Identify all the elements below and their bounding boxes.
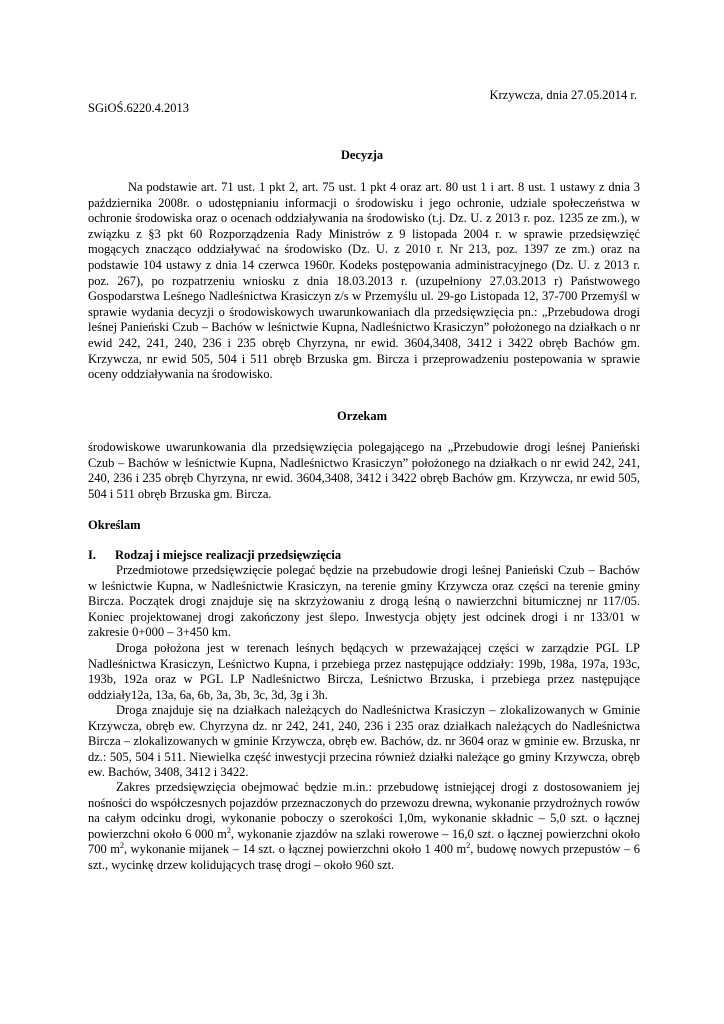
section-title: Rodzaj i miejsce realizacji przedsięwzięcia [115, 548, 342, 562]
scope-paragraph [88, 780, 640, 874]
document-date: Krzywcza, dnia 27.05.2014 r. [489, 88, 637, 102]
scope-text-part-4: , budowę nowych przepustów – 6 szt., wycinkę drzew kolidujących trasę drogi – około 960 szt. [88, 842, 640, 872]
scope-text-part-1: Zakres przedsięwzięcia obejmować będzie m.in.: przebudowę istniejącej drogi z dostosowaniem jej nośności do współczesnych pojazdów przeznaczonych do przewozu drewna, wykonanie przydrożnych rowów na całym odcinku drogi, wykonanie poboczy o szerokości 1,0m, wykonanie składnic – 5,0 szt. o łącznej powierzchni około 6 000 m [88, 780, 640, 841]
case-reference-number: SGiOŚ.6220.4.2013 [88, 101, 190, 115]
ruling-paragraph: środowiskowe uwarunkowania dla przedsięwzięcia polegającego na „Przebudowie drogi leśnej Panieński Czub – Bachów w leśnictwie Kupna, Nadleśnictwo Krasiczyn” położonego na działkach o nr ewid 242, 241, 240, 236 i 235 obręb Chyrzyna, nr ewid. 3604,3408, 3412 i 3422 obręb Bachów gm. Krzywcza, nr ewid 505, 504 i 511 obręb Brzuska gm. Bircza. [88, 440, 640, 501]
section-number: I. [88, 548, 96, 562]
legal-basis-paragraph: Na podstawie art. 71 ust. 1 pkt 2, art. 75 ust. 1 pkt 4 oraz art. 80 ust 1 i art. 8 ust. 1 ustawy z dnia 3 października 2008r. o udostępnianiu informacji o środowisku i jego ochronie, udziale społeczeństwa w ochronie środowiska oraz o ocenach oddziaływania na środowisko (t.j. Dz. U. z 2013 r. poz. 1235 ze zm.), w związku z §3 pkt 60 Rozporządzenia Rady Ministrów z 9 listopada 2004 r. w sprawie przedsięwzięć mogących znacząco oddziaływać na środowisko (Dz. U. z 2010 r. Nr 213, poz. 1397 ze zm.) oraz na podstawie 104 ustawy z dnia 14 czerwca 1960r. Kodeks postępowania administracyjnego (Dz. U. z 2013 r. poz. 267), po rozpatrzeniu wniosku z dnia 18.03.2013 r. (uzupełniony 27.03.2013 r) Państwowego Gospodarstwa Leśnego Nadleśnictwa Krasiczyn z/s w Przemyślu ul. 29-go Listopada 12, 37-700 Przemyśl w sprawie wydania decyzji o środowiskowych uwarunkowaniach dla przedsięwzięcia pn.: „Przebudowa drogi leśnej Panieński Czub – Bachów w leśnictwie Kupna, Nadleśnictwo Krasiczyn” położonego na działkach o nr ewid 242, 241, 240, 236 i 235 obręb Chyrzyna, nr ewid. 3604,3408, 3412 i 3422 obręb Bachów gm. Krzywcza, nr ewid 505, 504 i 511 obręb Brzuska gm. Bircza i przeprowadzeniu postepowania w sprawie oceny oddziaływania na środowisko. [88, 180, 640, 382]
section-heading [88, 548, 341, 564]
plots-paragraph: Droga znajduje się na działkach należących do Nadleśnictwa Krasiczyn – zlokalizowanych w Gminie Krzywcza, obręb ew. Chyrzyna dz. nr 242, 241, 240, 236 i 235 oraz działkach należących do Nadleśnictwa Bircza – zlokalizowanych w gminie Krzywcza, obręb ew. Bachów, dz. nr 3604 oraz w gminie ew. Brzuska, nr dz.: 505, 504 i 511. Niewielka część inwestycji przecina również działki należące go gminy Krzywcza, obręb ew. Bachów, 3408, 3412 i 3422. [88, 703, 640, 780]
project-description-paragraph: Przedmiotowe przedsięwzięcie polegać będzie na przebudowie drogi leśnej Panieński Czub – Bachów w leśnictwie Kupna, w Nadleśnictwie Krasiczyn, na terenie gminy Krzywcza oraz części na terenie gminy Bircza. Początek drogi znajduje się na skrzyżowaniu z drogą leśną o nawierzchni bitumicznej nr 117/05. Koniec projektowanej drogi zakończony jest ślepo. Inwestycja objęty jest odcinek drogi i nr 133/01 w zakresie 0+000 – 3+450 km. [88, 563, 640, 640]
superscript-square-1: 2 [226, 825, 231, 835]
superscript-square-3: 2 [466, 841, 471, 851]
scope-text-part-2: , wykonanie zjazdów na szlaki rowerowe – 16,0 szt. o łącznej powierzchni około 700 m [88, 826, 640, 857]
decision-title: Decyzja [340, 148, 384, 162]
superscript-square-2: 2 [119, 841, 124, 851]
determine-heading: Określam [88, 518, 141, 532]
ruling-title: Orzekam [337, 409, 387, 423]
forest-divisions-paragraph: Droga położona jest w terenach leśnych będących w przeważającej części w zarządzie PGL LP Nadleśnictwa Krasiczyn, Leśnictwo Kupna, i przebiega przez następujące oddziały: 199b, 198a, 197a, 193c, 193b, 192a oraz w PGL LP Nadleśnictwo Bircza, Leśnictwo Brzuska, i przebiega przez następujące oddziały12a, 13a, 6a, 6b, 3a, 3b, 3c, 3d, 3g i 3h. [88, 641, 640, 702]
scope-text-part-3: , wykonanie mijanek – 14 szt. o łącznej powierzchni około 1 400 m [123, 842, 467, 857]
